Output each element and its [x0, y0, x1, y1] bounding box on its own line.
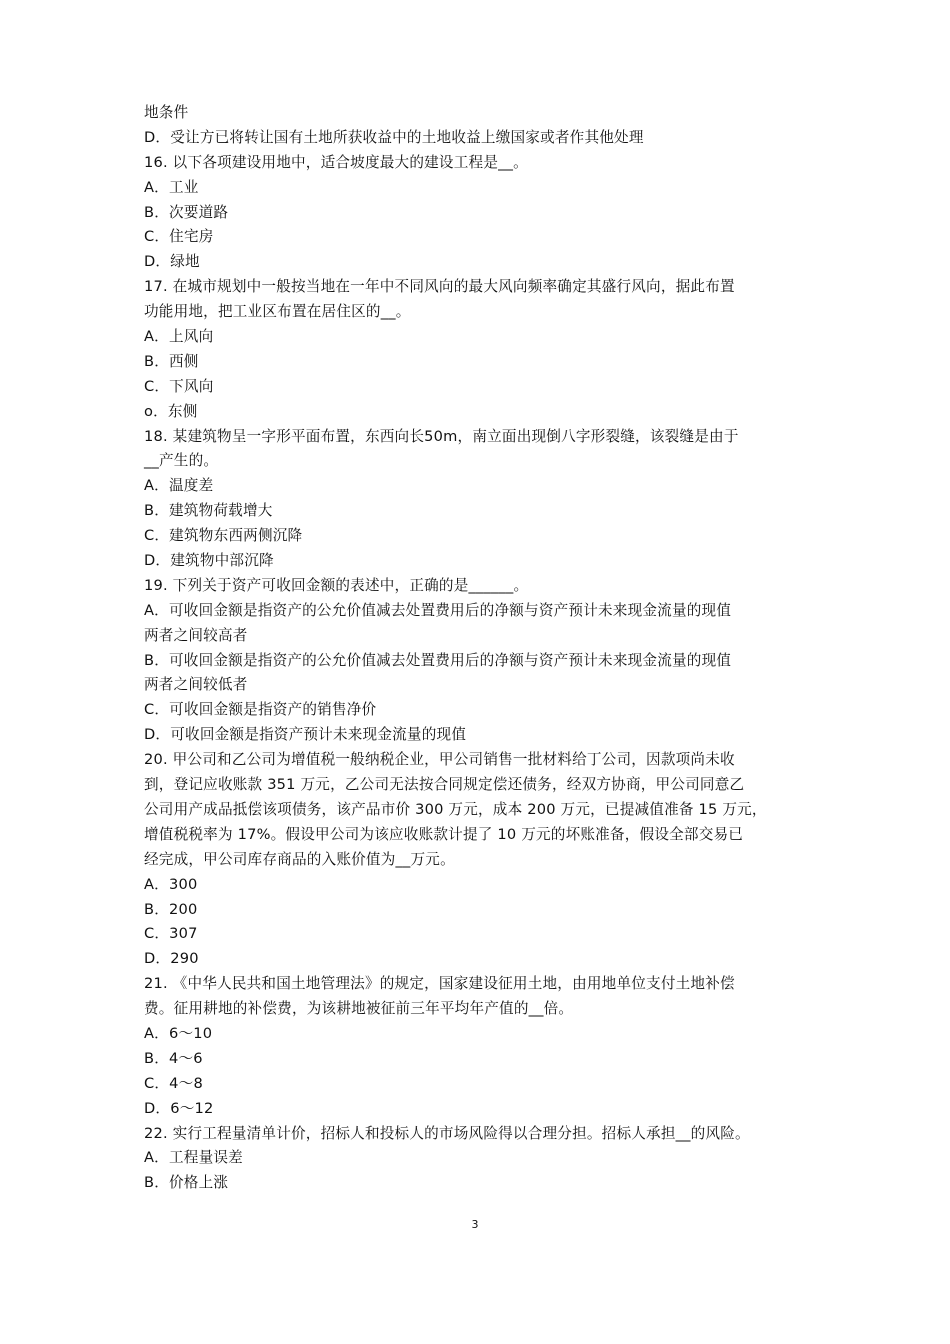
option-line: B．建筑物荷载增大 [144, 502, 273, 520]
text-line: 增值税税率为 17%。假设甲公司为该应收账款计提了 10 万元的坏账准备，假设全部交易已 [144, 825, 744, 843]
option-line: A．工程量误差 [144, 1149, 243, 1167]
option-line: C．4～8 [144, 1074, 203, 1092]
option-line: A．可收回金额是指资产的公允价值减去处置费用后的净额与资产预计未来现金流量的现值 [144, 601, 732, 619]
option-line: A．6～10 [144, 1024, 213, 1042]
option-line: A．工业 [144, 178, 199, 196]
option-line: D．可收回金额是指资产预计未来现金流量的现值 [144, 726, 467, 744]
text-line: 费。征用耕地的补偿费，为该耕地被征前三年平均年产值的__倍。 [144, 1000, 574, 1018]
document-body [144, 101, 819, 1196]
option-line: B．可收回金额是指资产的公允价值减去处置费用后的净额与资产预计未来现金流量的现值 [144, 651, 732, 669]
text-line: 地条件 [144, 104, 189, 121]
text-line: __产生的。 [144, 452, 219, 470]
question-17: 17. 在城市规划中一般按当地在一年中不同风向的最大风向频率确定其盛行风向，据此布置 [144, 278, 735, 296]
text-line: 两者之间较高者 [144, 626, 248, 644]
option-line: A．300 [144, 875, 198, 893]
option-line: B．次要道路 [144, 203, 229, 221]
option-line: C．下风向 [144, 377, 214, 395]
text-line: D．受让方已将转让国有土地所获收益中的土地收益上缴国家或者作其他处理 [144, 128, 644, 146]
option-line: B．价格上涨 [144, 1174, 229, 1192]
option-line: D．建筑物中部沉降 [144, 552, 274, 570]
option-line: B．西侧 [144, 352, 199, 370]
option-line: B．200 [144, 900, 198, 918]
text-line: 公司用产成品抵偿该项债务，该产品市价 300 万元，成本 200 万元，已提减值准备 15 万元， [144, 800, 767, 818]
question-19: 19. 下列关于资产可收回金额的表述中，正确的是______。 [144, 576, 529, 594]
question-16: 16. 以下各项建设用地中，适合坡度最大的建设工程是__。 [144, 153, 528, 171]
text-line: 经完成，甲公司库存商品的入账价值为__万元。 [144, 850, 455, 868]
question-21: 21. 《中华人民共和国土地管理法》的规定，国家建设征用土地，由用地单位支付土地补偿 [144, 975, 735, 993]
option-line: A．温度差 [144, 477, 214, 495]
question-20: 20. 甲公司和乙公司为增值税一般纳税企业，甲公司销售一批材料给丁公司，因款项尚未收 [144, 751, 735, 769]
option-line: A．上风向 [144, 328, 214, 346]
text-line: 功能用地，把工业区布置在居住区的__。 [144, 303, 411, 321]
question-18: 18. 某建筑物呈一字形平面布置，东西向长50m，南立面出现倒八字形裂缝，该裂缝是由于 [144, 427, 739, 445]
option-line: C．建筑物东西两侧沉降 [144, 527, 303, 545]
option-line: D．290 [144, 950, 199, 968]
page-number: 3 [471, 1218, 479, 1231]
option-line: C．可收回金额是指资产的销售净价 [144, 701, 377, 719]
option-line: D．6～12 [144, 1099, 214, 1117]
option-line: C．307 [144, 925, 198, 943]
option-line: o．东侧 [144, 402, 198, 420]
text-line: 到，登记应收账款 351 万元，乙公司无法按合同规定偿还债务，经双方协商，甲公司同意乙 [144, 776, 745, 794]
question-22: 22. 实行工程量清单计价，招标人和投标人的市场风险得以合理分担。招标人承担__的风险。 [144, 1124, 750, 1142]
option-line: D．绿地 [144, 253, 200, 271]
text-line: 两者之间较低者 [144, 676, 248, 694]
option-line: B．4～6 [144, 1049, 203, 1067]
option-line: C．住宅房 [144, 228, 214, 246]
